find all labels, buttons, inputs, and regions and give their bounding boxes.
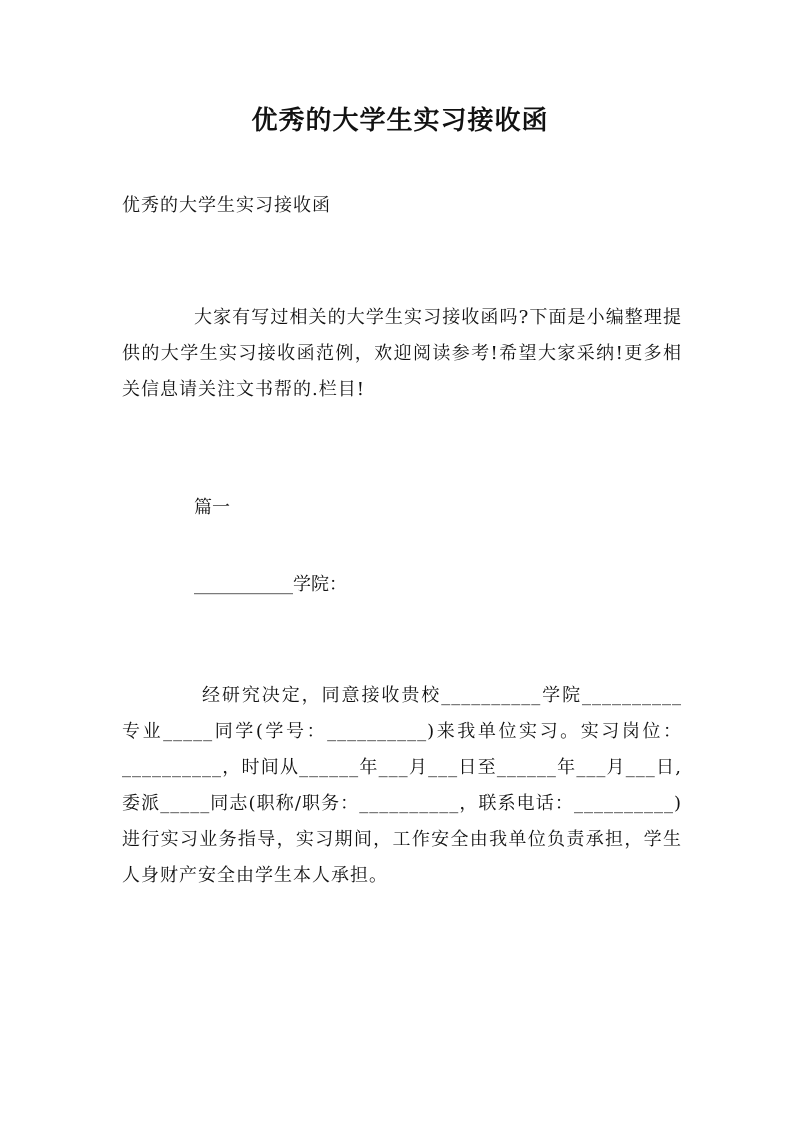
intro-paragraph: 大家有写过相关的大学生实习接收函吗?下面是小编整理提供的大学生实习接收函范例，欢迎阅读参考!希望大家采纳!更多相关信息请关注文书帮的.栏目! — [122, 307, 682, 400]
section-label: 篇一 — [194, 497, 230, 518]
document-subtitle: 优秀的大学生实习接收函 — [122, 195, 331, 216]
addressee-line: ___________学院： — [194, 574, 347, 595]
document-title: 优秀的大学生实习接收函 — [251, 106, 549, 136]
body-paragraph: 经研究决定，同意接收贵校__________学院__________专业_____同学(学号：__________)来我单位实习。实习岗位：__________，时间从______年___月___日至______年___月___日,委派_____同志(职称/职务：__________，联系电话：__________)进行实习业务指导，实习期间，工作安全由我单位负责承担，学生人身财产安全由学生本人承担。 — [122, 685, 682, 886]
